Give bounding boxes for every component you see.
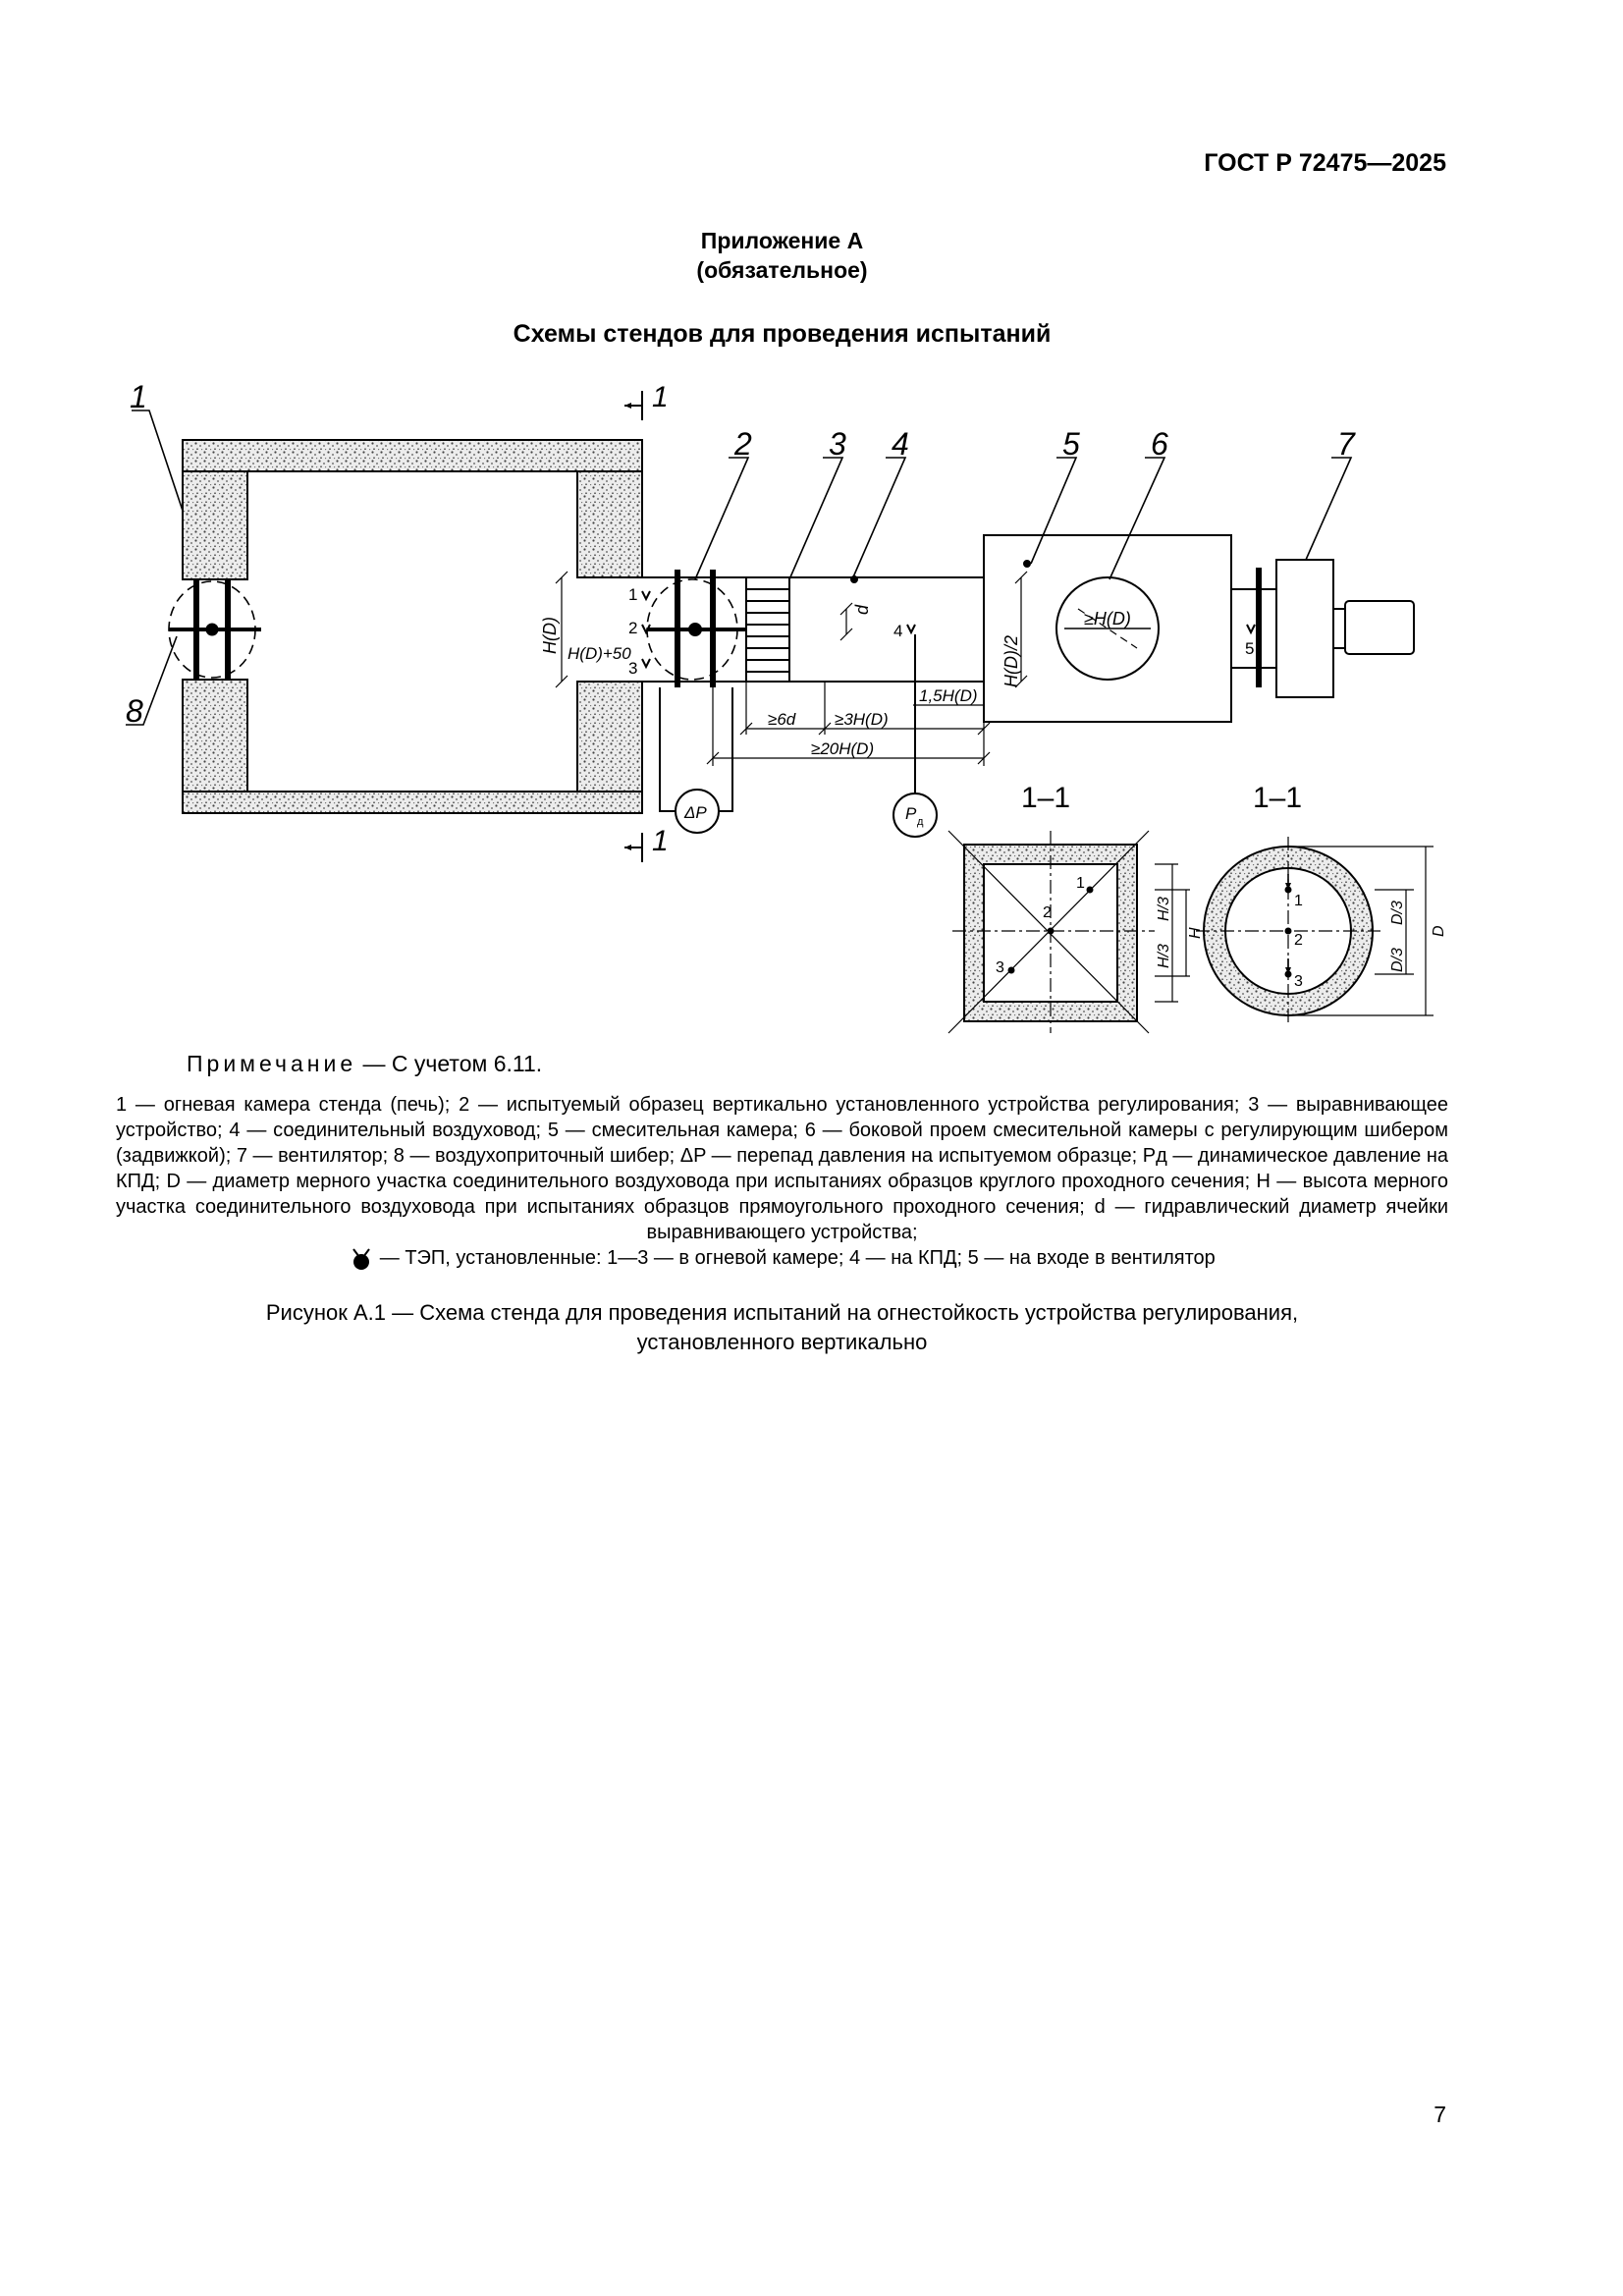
- section-label-rect: 1–1: [1021, 782, 1071, 814]
- dim-20hd: ≥20H(D): [811, 739, 875, 758]
- dim-3hd: ≥3H(D): [835, 710, 889, 729]
- round-tep-2: 2: [1294, 932, 1303, 949]
- dim-diameter: D: [1431, 925, 1447, 937]
- callout-1: 1: [130, 379, 147, 414]
- tep-1-label: 1: [628, 585, 638, 604]
- tep-4-label: 4: [893, 622, 903, 640]
- round-tep-1: 1: [1294, 893, 1303, 909]
- figure-note: [187, 1051, 542, 1077]
- dynamic-pressure-gauge: [893, 793, 937, 837]
- dim-d: d: [852, 604, 872, 615]
- note-label: Примечание: [187, 1051, 357, 1076]
- flow-straightener: [746, 577, 789, 682]
- dim-6d: ≥6d: [768, 710, 796, 729]
- legend-tep: [116, 1245, 1448, 1271]
- note-text: — С учетом 6.11.: [356, 1051, 543, 1076]
- dim-d-third-2: D/3: [1389, 948, 1406, 972]
- standard-number: ГОСТ Р 72475—2025: [1204, 149, 1446, 177]
- fan: [1231, 560, 1414, 697]
- annex-title: Приложение А: [700, 228, 864, 253]
- dim-h-third-2: H/3: [1156, 944, 1172, 968]
- callout-8: 8: [126, 693, 143, 729]
- rectangular-section: [948, 831, 1190, 1033]
- section-label-round: 1–1: [1253, 782, 1303, 814]
- connecting-duct: [577, 570, 984, 687]
- rect-tep-2: 2: [1043, 904, 1052, 921]
- section-mark-top: 1: [652, 381, 669, 413]
- svg-text:ΔP: ΔP: [684, 803, 707, 822]
- dim-opening: ≥H(D): [1084, 609, 1131, 629]
- annex-status: (обязательное): [696, 257, 868, 283]
- caption-line-1: Рисунок А.1 — Схема стенда для проведения испытаний на огнестойкость устройства регулирования,: [265, 1300, 1299, 1325]
- svg-text:P: P: [905, 804, 917, 823]
- dim-hd-half: H(D)/2: [1001, 635, 1021, 687]
- round-section: [1196, 837, 1434, 1025]
- section-title: Схемы стендов для проведения испытаний: [513, 320, 1052, 348]
- rect-tep-1: 1: [1076, 875, 1085, 892]
- svg-text:д: д: [917, 816, 924, 828]
- figure-legend: [116, 1092, 1448, 1271]
- dim-hd-vertical: H(D): [540, 617, 560, 654]
- callout-3: 3: [829, 426, 846, 462]
- test-stand-diagram: [0, 0, 1623, 1041]
- dim-d-third-1: D/3: [1389, 901, 1406, 925]
- caption-line-2: установленного вертикально: [636, 1330, 928, 1354]
- tep-2-label: 2: [628, 619, 638, 637]
- rect-tep-3: 3: [996, 959, 1004, 976]
- callout-6: 6: [1151, 426, 1168, 462]
- thermocouple-icon: [349, 1247, 374, 1271]
- legend-text: 1 — огневая камера стенда (печь); 2 — испытуемый образец вертикально установленного устройства регулирования; 3 — выравнивающее устройство; 4 — соединительный воздуховод; 5 — смесительная камера; 6 — боковой проем смесительной камеры с регулирующим шибером (задвижкой); 7 — вентилятор; 8 — воздухоприточный шибер; ΔP — перепад давления на испытуемом образце; Pд — динамическое давление на КПД; D — диаметр мерного участка соединительного воздуховода при испытаниях образцов круглого проходного сечения; H — высота мерного участка соединительного воздуховода при испытаниях образцов прямоугольного проходного сечения; d — гидравлический диаметр ячейки выравнивающего устройства;: [116, 1094, 1448, 1243]
- page-number: 7: [1434, 2102, 1446, 2127]
- callout-2: 2: [734, 426, 752, 462]
- round-tep-3: 3: [1294, 973, 1303, 990]
- tep-5-label: 5: [1245, 639, 1255, 658]
- dim-hd-plus-50: H(D)+50: [568, 644, 631, 663]
- dim-h: H: [1187, 927, 1204, 939]
- section-mark-bottom: 1: [652, 825, 669, 857]
- dim-15hd: 1,5H(D): [919, 686, 978, 705]
- tep-3-label: 3: [628, 659, 638, 678]
- callout-5: 5: [1062, 426, 1080, 462]
- dim-h-third-1: H/3: [1156, 897, 1172, 921]
- fire-chamber: [183, 440, 642, 813]
- air-supply-damper: [169, 579, 261, 680]
- legend-tep-text: — ТЭП, установленные: 1—3 — в огневой камере; 4 — на КПД; 5 — на входе в вентилятор: [379, 1247, 1216, 1269]
- callout-4: 4: [892, 426, 909, 462]
- differential-pressure-gauge: [676, 790, 719, 833]
- figure-caption: [0, 1298, 1564, 1357]
- callout-7: 7: [1337, 426, 1355, 462]
